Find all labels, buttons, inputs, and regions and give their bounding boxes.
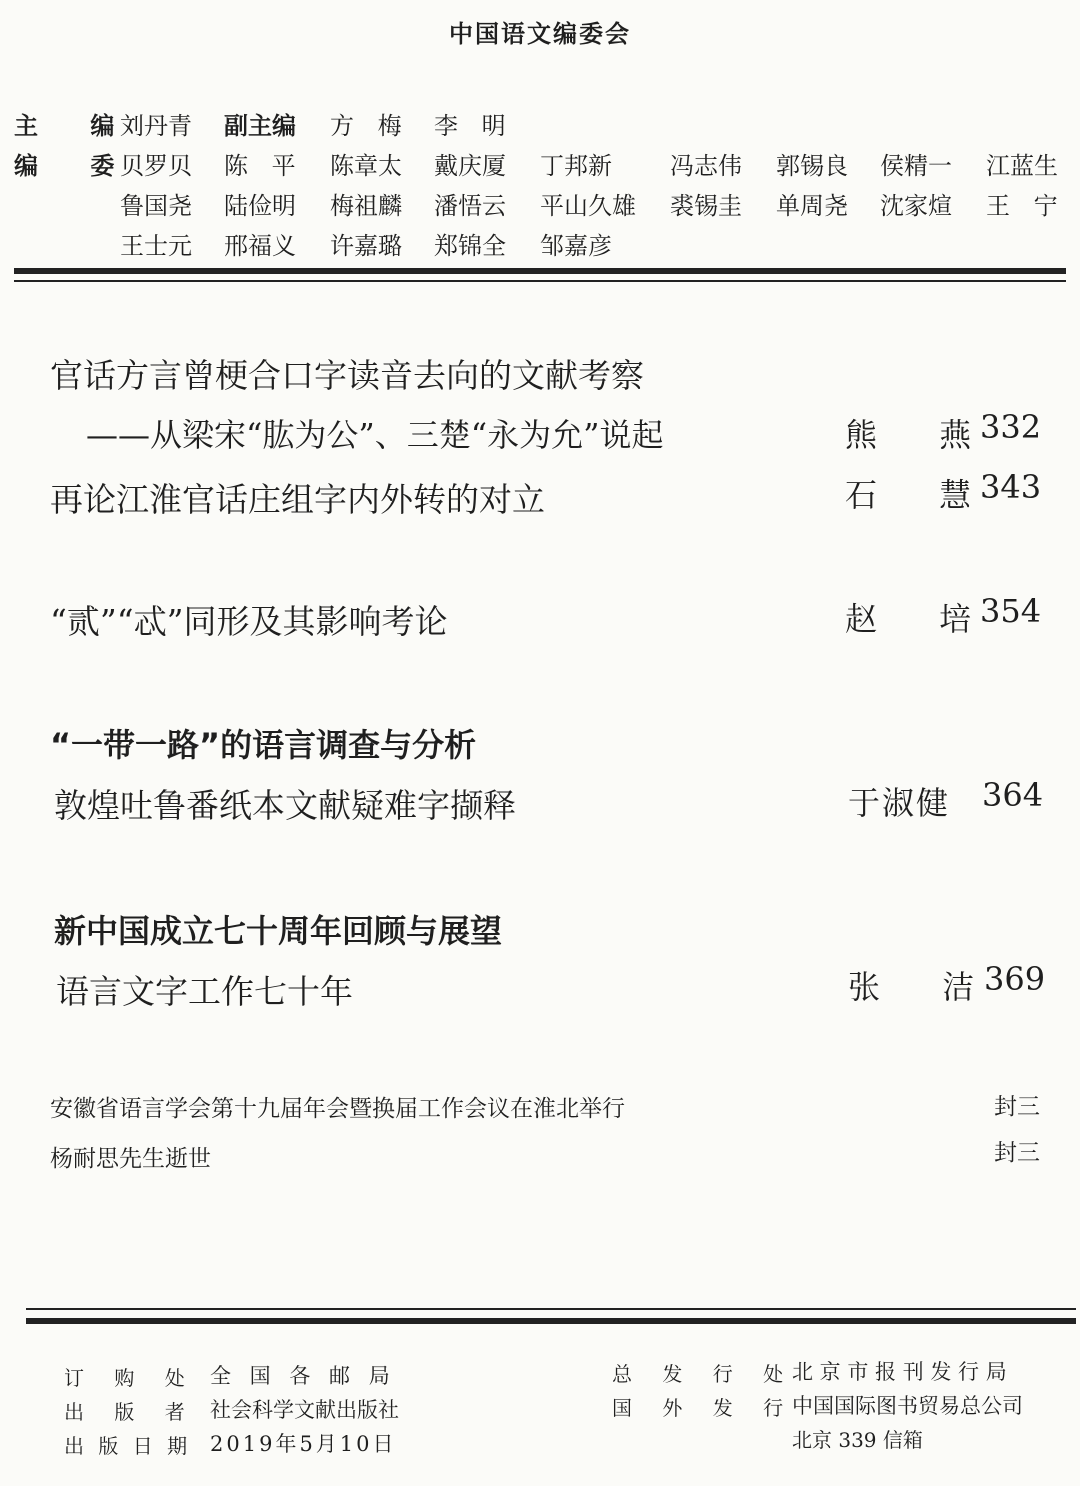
chief-editor-name: 刘丹青: [120, 112, 192, 140]
publish-date-value: 2019年5月10日: [210, 1432, 397, 1456]
board-member: 陆俭明: [224, 192, 296, 220]
article-subtitle: ——从梁宋“肱为公”、三楚“永为允”说起: [86, 416, 664, 454]
foreign-distribution-value: 中国国际图书贸易总公司: [792, 1394, 1023, 1418]
article-page: 369: [984, 960, 1046, 998]
article-page: 354: [980, 592, 1042, 630]
committee-title: 中国语文编委会: [449, 20, 631, 48]
article-author: 张 洁: [848, 968, 1001, 1006]
article-author: 熊 燕: [845, 416, 998, 454]
board-member: 潘悟云: [434, 192, 506, 220]
section-heading: “一带一路”的语言调查与分析: [50, 726, 477, 764]
board-member: 丁邦新: [540, 152, 612, 180]
chief-editor-label: 主 编: [14, 112, 137, 140]
board-member: 单周尧: [776, 192, 848, 220]
publish-date-label: 出 版 日 期: [64, 1434, 192, 1458]
article-author: 石 慧: [845, 476, 998, 514]
deputy-editor-name: 方 梅: [330, 112, 410, 140]
board-member: 梅祖麟: [330, 192, 402, 220]
board-member: 郭锡良: [776, 152, 848, 180]
subscribe-value: 全 国 各 邮 局: [210, 1364, 396, 1388]
board-member: 冯志伟: [670, 152, 742, 180]
board-member: 戴庆厦: [434, 152, 506, 180]
board-member: 平山久雄: [540, 192, 636, 220]
subscribe-label: 订 购 处: [64, 1366, 197, 1390]
article-author: 赵 培: [845, 600, 998, 638]
board-member: 侯精一: [880, 152, 952, 180]
divider-thick: [26, 1318, 1076, 1324]
board-member: 裘锡圭: [670, 192, 742, 220]
board-member: 邢福义: [224, 232, 296, 260]
article-title[interactable]: 敦煌吐鲁番纸本文献疑难字撷释: [54, 786, 516, 825]
divider-thick: [14, 268, 1066, 274]
distributor-label: 总 发 行 处: [612, 1362, 796, 1386]
board-member: 王士元: [120, 232, 192, 260]
notice-page: 封三: [994, 1140, 1040, 1166]
board-member: 陈 平: [224, 152, 304, 180]
article-author: 于淑健: [848, 784, 951, 822]
article-title[interactable]: 官话方言曾梗合口字读音去向的文献考察: [50, 356, 644, 395]
mailbox-value: 北京 339 信箱: [792, 1428, 923, 1452]
board-member: 王 宁: [986, 192, 1066, 220]
publisher-label: 出 版 者: [64, 1400, 197, 1424]
article-page: 332: [980, 408, 1042, 446]
board-member: 贝罗贝: [120, 152, 192, 180]
article-page: 364: [982, 776, 1044, 814]
divider-thin: [14, 280, 1066, 282]
foreign-distribution-label: 国 外 发 行: [612, 1396, 796, 1420]
article-page: 343: [980, 468, 1042, 506]
article-title[interactable]: 再论江淮官话庄组字内外转的对立: [50, 480, 545, 519]
section-heading: 新中国成立七十周年回顾与展望: [54, 912, 503, 950]
distributor-value: 北 京 市 报 刊 发 行 局: [792, 1360, 1007, 1384]
board-member: 鲁国尧: [120, 192, 192, 220]
board-members-label: 编 委: [14, 152, 137, 180]
board-member: 江蓝生: [986, 152, 1058, 180]
publisher-value: 社会科学文献出版社: [210, 1398, 399, 1422]
notice-page: 封三: [994, 1094, 1040, 1120]
board-member: 陈章太: [330, 152, 402, 180]
article-title[interactable]: 语言文字工作七十年: [56, 972, 353, 1011]
article-title[interactable]: “贰”“忒”同形及其影响考论: [50, 602, 448, 641]
board-member: 郑锦全: [434, 232, 506, 260]
divider-thin: [26, 1308, 1076, 1310]
deputy-editor-name: 李 明: [434, 112, 514, 140]
board-member: 沈家煊: [880, 192, 952, 220]
notice-title[interactable]: 安徽省语言学会第十九届年会暨换届工作会议在淮北举行: [50, 1096, 625, 1122]
notice-title[interactable]: 杨耐思先生逝世: [50, 1146, 211, 1172]
board-member: 邹嘉彦: [540, 232, 612, 260]
board-member: 许嘉璐: [330, 232, 402, 260]
deputy-editor-label: 副主编: [224, 112, 296, 140]
